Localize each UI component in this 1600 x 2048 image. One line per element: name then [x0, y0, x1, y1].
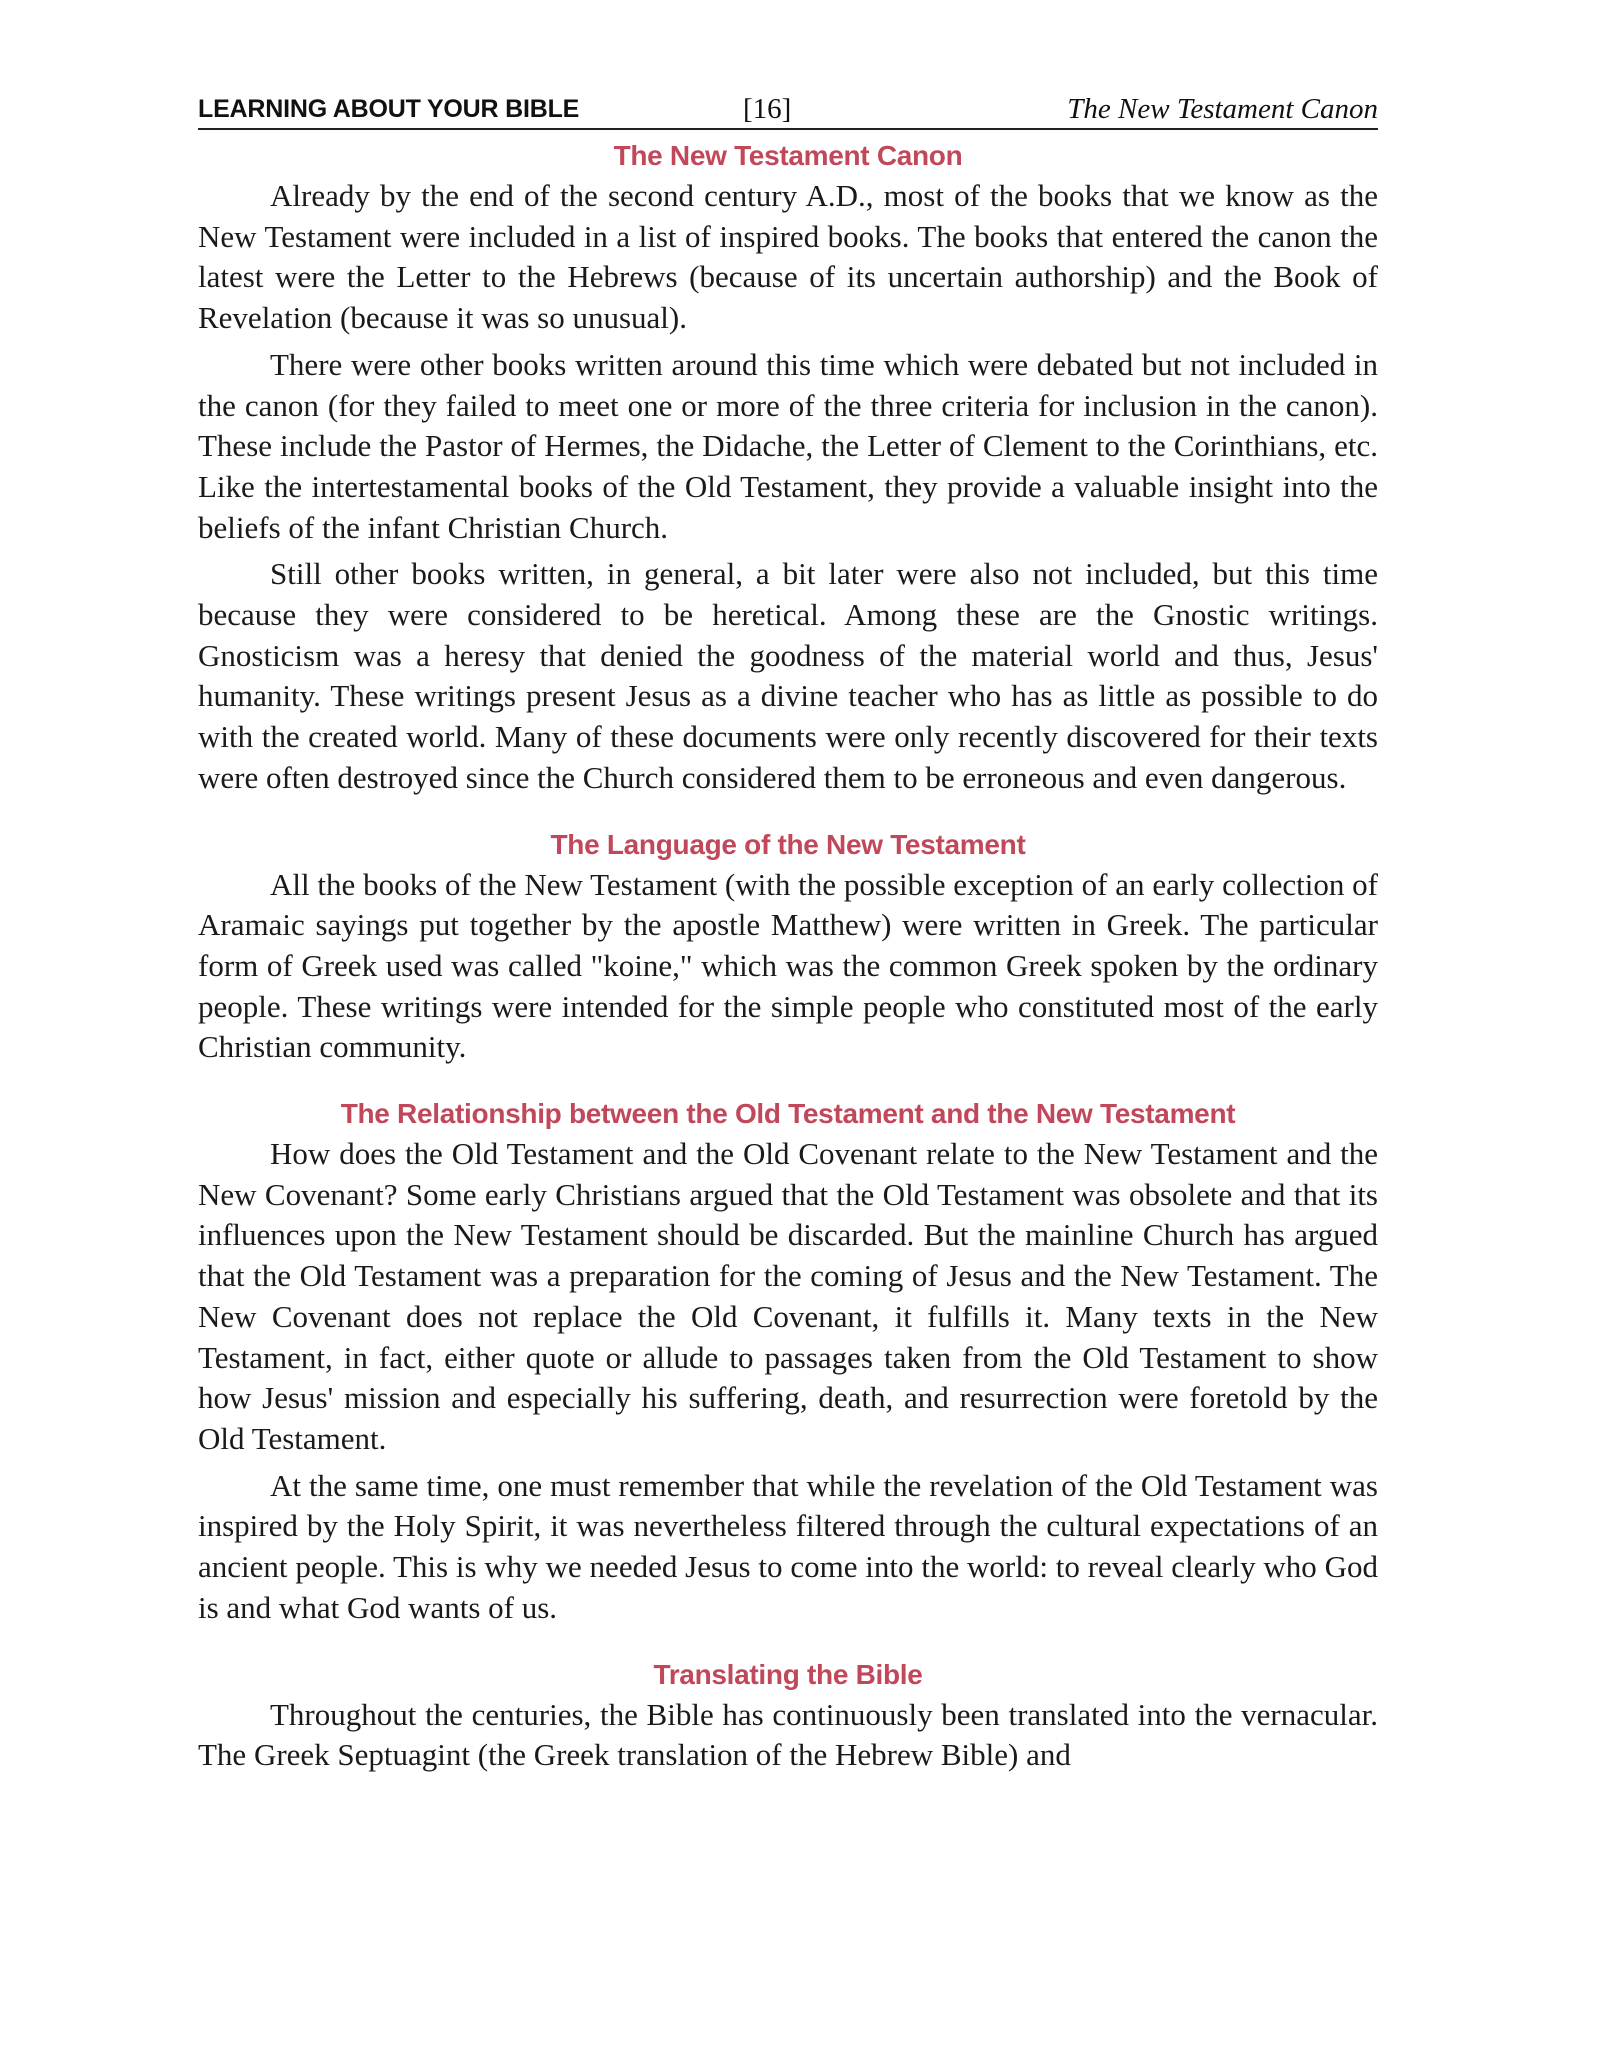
paragraph: All the books of the New Testament (with the possible exception of an early collection of Aramaic sayings put together by the apostle Matthew) were written in Greek. The particular form of Greek used was called "koine," which was the common Greek spoken by the ordinary people. These writings were intended for the simple people who constituted most of the early Christian community.: [198, 866, 1378, 1065]
paragraph: There were other books written around this time which were debated but not included in the canon (for they failed to meet one or more of the three criteria for inclusion in the canon). These include the Pastor of Hermes, the Didache, the Letter of Clement to the Corinthians, etc. Like the intertestamental books of the Old Testament, they provide a valuable insight into the beliefs of the infant Christian Church.: [198, 346, 1378, 545]
paragraph: Already by the end of the second century A.D., most of the books that we know as the New Testament were included in a list of inspired books. The books that entered the canon the latest were the Letter to the Hebrews (because of its uncertain authorship) and the Book of Revelation (because it was so unusual).: [198, 178, 1378, 336]
page-number: [16]: [743, 93, 792, 125]
section-heading: Translating the Bible: [653, 1658, 923, 1690]
document-page: [198, 88, 1378, 1782]
section-heading: The Language of the New Testament: [550, 828, 1026, 860]
header-chapter-title: The New Testament Canon: [1067, 93, 1378, 125]
paragraph: Throughout the centuries, the Bible has continuously been translated into the vernacular. The Greek Septuagint (the Greek translation of the Hebrew Bible) and: [198, 1696, 1378, 1773]
paragraph: Still other books written, in general, a bit later were also not included, but this time because they were considered to be heretical. Among these are the Gnostic writings. Gnosticism was a heresy that denied the goodness of the material world and thus, Jesus' humanity. These writings present Jesus as a divine teacher who has as little as possible to do with the created world. Many of these documents were only recently discovered for their texts were often destroyed since the Church considered them to be erroneous and even dangerous.: [198, 556, 1378, 795]
paragraph: How does the Old Testament and the Old Covenant relate to the New Testament and the New Covenant? Some early Christians argued that the Old Testament was obsolete and that its influences upon the New Testament should be discarded. But the mainline Church has argued that the Old Testament was a preparation for the coming of Jesus and the New Testament. The New Covenant does not replace the Old Covenant, it fulfills it. Many texts in the New Testament, in fact, either quote or allude to passages taken from the Old Testament to show how Jesus' mission and especially his suffering, death, and resurrection were foretold by the Old Testament.: [198, 1136, 1378, 1456]
section-relationship: [198, 1098, 1378, 1628]
section-heading: The Relationship between the Old Testament and the New Testament: [340, 1098, 1236, 1130]
section-translating: [198, 1659, 1378, 1776]
header-book-title: LEARNING ABOUT YOUR BIBLE: [198, 95, 580, 123]
running-header: [198, 88, 1378, 130]
section-heading: The New Testament Canon: [613, 140, 963, 171]
section-new-testament-canon: [198, 140, 1378, 799]
section-language: [198, 829, 1378, 1069]
paragraph: At the same time, one must remember that while the revelation of the Old Testament was inspired by the Holy Spirit, it was nevertheless filtered through the cultural expectations of an ancient people. This is why we needed Jesus to come into the world: to reveal clearly who God is and what God wants of us.: [198, 1467, 1378, 1625]
